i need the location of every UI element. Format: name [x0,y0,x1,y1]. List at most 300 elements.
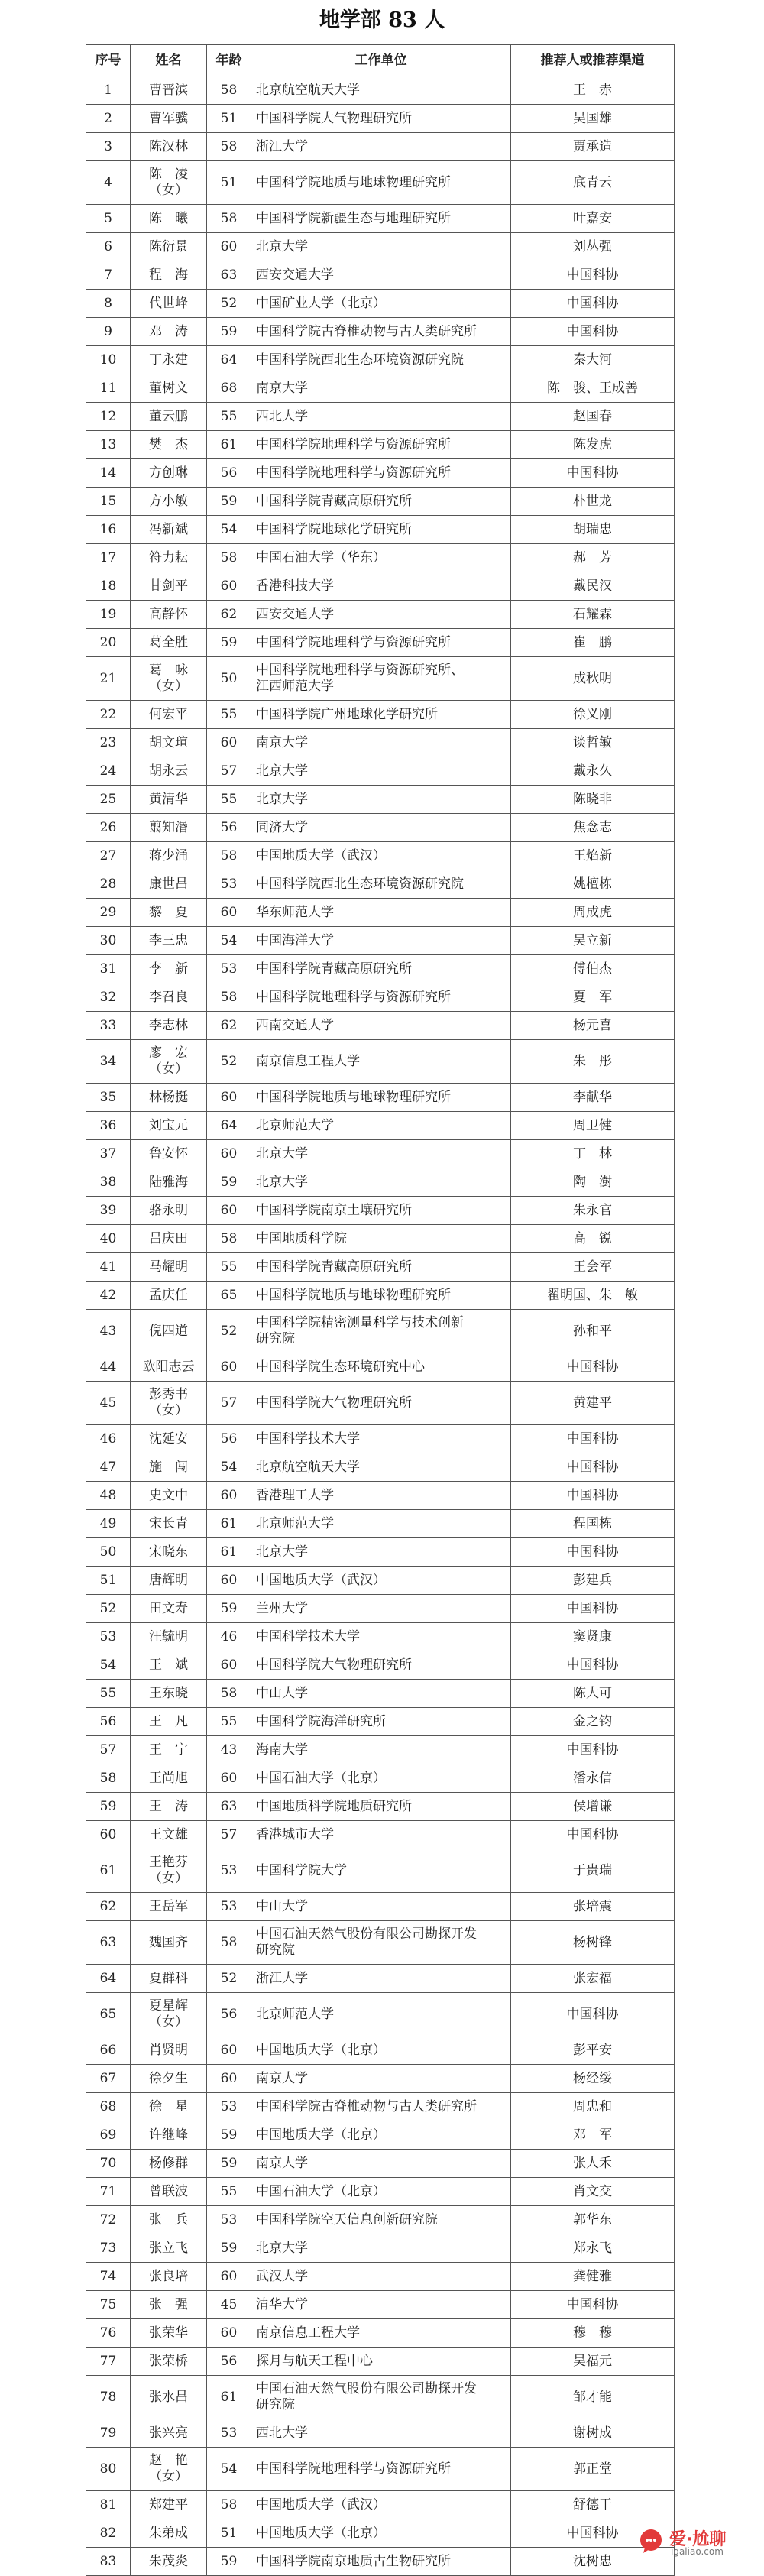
cell-unit: 中国科学院海洋研究所 [251,1708,511,1736]
cell-age: 59 [207,2121,251,2150]
cell-age: 51 [207,161,251,205]
table-row [86,629,675,657]
cell-index: 25 [86,786,131,814]
cell-age: 54 [207,516,251,544]
cell-recommender: 沈树忠 [511,2548,675,2576]
cell-unit: 北京大学 [251,2234,511,2263]
cell-age: 55 [207,1253,251,1282]
cell-name: 张荣桥 [131,2348,207,2376]
cell-unit: 中国地质大学（北京） [251,2519,511,2548]
cell-name: 魏国齐 [131,1921,207,1965]
cell-index: 35 [86,1084,131,1112]
table-row [86,1282,675,1310]
cell-unit: 中国科学院地理科学与资源研究所 [251,459,511,488]
cell-index: 34 [86,1040,131,1084]
cell-index: 52 [86,1595,131,1623]
table-row [86,2348,675,2376]
cell-name: 何宏平 [131,701,207,729]
cell-unit: 浙江大学 [251,133,511,161]
cell-age: 60 [207,1140,251,1168]
cell-index: 75 [86,2291,131,2319]
cell-age: 60 [207,1651,251,1680]
table-row [86,431,675,459]
table-row [86,1567,675,1595]
cell-recommender: 王焰新 [511,842,675,870]
cell-recommender: 中国科协 [511,1736,675,1764]
cell-age: 60 [207,729,251,757]
cell-recommender: 龚健雅 [511,2263,675,2291]
cell-age: 43 [207,1736,251,1764]
cell-age: 58 [207,1680,251,1708]
cell-age: 58 [207,133,251,161]
cell-recommender: 中国科协 [511,1595,675,1623]
cell-recommender: 秦大河 [511,346,675,374]
cell-name: 黎 夏 [131,899,207,927]
cell-recommender: 郑永飞 [511,2234,675,2263]
table-row [86,2150,675,2178]
table-row [86,983,675,1012]
cell-age: 56 [207,1425,251,1453]
cell-recommender: 中国科协 [511,261,675,290]
table-row [86,701,675,729]
cell-name: 张 兵 [131,2206,207,2234]
cell-age: 60 [207,1482,251,1510]
cell-age: 58 [207,983,251,1012]
cell-recommender: 成秋明 [511,657,675,701]
cell-name: 夏星辉 （女） [131,1993,207,2036]
table-row [86,1965,675,1993]
table-row [86,1453,675,1482]
cell-unit: 中国科学院大学 [251,1849,511,1893]
table-row [86,1382,675,1425]
cell-name: 王 宁 [131,1736,207,1764]
cell-name: 王艳芬 （女） [131,1849,207,1893]
cell-unit: 中国科学院地质与地球物理研究所 [251,1282,511,1310]
cell-recommender: 姚檀栋 [511,870,675,899]
watermark-url: igaliao.com [671,2546,724,2557]
cell-unit: 中国地质大学（北京） [251,2121,511,2150]
cell-index: 69 [86,2121,131,2150]
header-index: 序号 [86,45,131,76]
table-row [86,2491,675,2519]
table-row [86,318,675,346]
cell-name: 陆雅海 [131,1168,207,1197]
cell-name: 沈延安 [131,1425,207,1453]
cell-recommender: 中国科协 [511,318,675,346]
cell-name: 方小敏 [131,488,207,516]
cell-recommender: 高 锐 [511,1225,675,1253]
table-row [86,572,675,601]
table-row [86,1253,675,1282]
site-watermark [639,2525,753,2560]
table-header-row [86,45,675,76]
cell-index: 5 [86,205,131,233]
table-row [86,2206,675,2234]
cell-name: 胡永云 [131,757,207,786]
cell-index: 65 [86,1993,131,2036]
cell-recommender: 中国科协 [511,1425,675,1453]
cell-name: 王 斌 [131,1651,207,1680]
cell-unit: 海南大学 [251,1736,511,1764]
cell-unit: 中国科学院西北生态环境资源研究院 [251,870,511,899]
table-row [86,1040,675,1084]
cell-recommender: 底青云 [511,161,675,205]
cell-age: 60 [207,1567,251,1595]
cell-age: 60 [207,1764,251,1793]
cell-unit: 中国科学院地质与地球物理研究所 [251,161,511,205]
table-row [86,2376,675,2419]
cell-age: 61 [207,2376,251,2419]
cell-age: 68 [207,374,251,403]
cell-recommender: 戴永久 [511,757,675,786]
table-body [86,76,675,2576]
cell-recommender: 郭正堂 [511,2448,675,2491]
cell-index: 70 [86,2150,131,2178]
cell-unit: 中国地质大学（北京） [251,2036,511,2065]
cell-recommender: 谢树成 [511,2419,675,2448]
cell-recommender: 中国科协 [511,1821,675,1849]
cell-name: 董树文 [131,374,207,403]
cell-unit: 中国石油大学（北京） [251,2178,511,2206]
cell-name: 汪毓明 [131,1623,207,1651]
cell-name: 丁永建 [131,346,207,374]
cell-index: 49 [86,1510,131,1538]
cell-recommender: 吴国雄 [511,105,675,133]
table-row [86,2419,675,2448]
cell-name: 葛全胜 [131,629,207,657]
cell-recommender: 傅伯杰 [511,955,675,983]
cell-name: 曾联波 [131,2178,207,2206]
cell-index: 79 [86,2419,131,2448]
cell-name: 廖 宏 （女） [131,1040,207,1084]
cell-unit: 中山大学 [251,1893,511,1921]
cell-name: 胡文瑄 [131,729,207,757]
cell-index: 38 [86,1168,131,1197]
table-row [86,729,675,757]
cell-age: 59 [207,2548,251,2576]
cell-name: 张良培 [131,2263,207,2291]
table-row [86,1651,675,1680]
cell-unit: 中国科学院西北生态环境资源研究院 [251,346,511,374]
table-row [86,1764,675,1793]
cell-index: 62 [86,1893,131,1921]
cell-recommender: 侯增谦 [511,1793,675,1821]
cell-age: 56 [207,814,251,842]
cell-unit: 中国科学院南京土壤研究所 [251,1197,511,1225]
table-row [86,2065,675,2093]
cell-unit: 北京航空航天大学 [251,76,511,105]
cell-unit: 西南交通大学 [251,1012,511,1040]
cell-age: 63 [207,261,251,290]
cell-recommender: 周成虎 [511,899,675,927]
cell-index: 36 [86,1112,131,1140]
watermark-text: 爱·尬聊 [669,2530,727,2549]
table-row [86,2319,675,2348]
cell-index: 77 [86,2348,131,2376]
cell-age: 57 [207,1382,251,1425]
cell-age: 58 [207,205,251,233]
cell-index: 53 [86,1623,131,1651]
cell-recommender: 潘永信 [511,1764,675,1793]
cell-unit: 北京大学 [251,1168,511,1197]
cell-unit: 南京大学 [251,729,511,757]
cell-index: 21 [86,657,131,701]
cell-name: 李志林 [131,1012,207,1040]
cell-name: 陈汉林 [131,133,207,161]
cell-name: 曹晋滨 [131,76,207,105]
cell-unit: 南京大学 [251,374,511,403]
table-row [86,544,675,572]
cell-index: 7 [86,261,131,290]
cell-name: 邓 涛 [131,318,207,346]
cell-name: 蒋少涌 [131,842,207,870]
table-row [86,1140,675,1168]
cell-name: 甘剑平 [131,572,207,601]
cell-recommender: 邹才能 [511,2376,675,2419]
cell-index: 78 [86,2376,131,2419]
cell-name: 张 强 [131,2291,207,2319]
cell-recommender: 焦念志 [511,814,675,842]
cell-age: 52 [207,1040,251,1084]
cell-age: 58 [207,1921,251,1965]
table-row [86,1821,675,1849]
cell-index: 1 [86,76,131,105]
cell-recommender: 叶嘉安 [511,205,675,233]
table-row [86,374,675,403]
cell-recommender: 张人禾 [511,2150,675,2178]
cell-age: 60 [207,2263,251,2291]
table-row [86,2093,675,2121]
cell-age: 55 [207,1708,251,1736]
table-row [86,2121,675,2150]
cell-recommender: 中国科协 [511,2519,675,2548]
cell-index: 30 [86,927,131,955]
table-row [86,870,675,899]
table-row [86,1708,675,1736]
cell-index: 47 [86,1453,131,1482]
cell-name: 宋晓东 [131,1538,207,1567]
cell-recommender: 金之钧 [511,1708,675,1736]
cell-recommender: 朱永官 [511,1197,675,1225]
cell-index: 45 [86,1382,131,1425]
cell-unit: 中国科学院生态环境研究中心 [251,1353,511,1382]
cell-recommender: 吴立新 [511,927,675,955]
cell-name: 符力耘 [131,544,207,572]
cell-age: 60 [207,2319,251,2348]
table-row [86,76,675,105]
cell-name: 康世昌 [131,870,207,899]
cell-index: 73 [86,2234,131,2263]
cell-recommender: 中国科协 [511,290,675,318]
table-row [86,2263,675,2291]
cell-unit: 中国矿业大学（北京） [251,290,511,318]
cell-name: 欧阳志云 [131,1353,207,1382]
cell-index: 11 [86,374,131,403]
cell-unit: 中国科学技术大学 [251,1623,511,1651]
cell-name: 代世峰 [131,290,207,318]
cell-unit: 南京信息工程大学 [251,1040,511,1084]
cell-age: 60 [207,1197,251,1225]
table-row [86,899,675,927]
cell-name: 朱茂炎 [131,2548,207,2576]
table-row [86,1310,675,1353]
cell-unit: 北京航空航天大学 [251,1453,511,1482]
cell-index: 61 [86,1849,131,1893]
cell-name: 杨修群 [131,2150,207,2178]
cell-recommender: 夏 军 [511,983,675,1012]
cell-age: 57 [207,757,251,786]
cell-unit: 清华大学 [251,2291,511,2319]
cell-age: 59 [207,318,251,346]
cell-name: 许继峰 [131,2121,207,2150]
cell-recommender: 吴福元 [511,2348,675,2376]
cell-index: 72 [86,2206,131,2234]
cell-name: 翦知湣 [131,814,207,842]
table-row [86,1225,675,1253]
cell-recommender: 穆 穆 [511,2319,675,2348]
table-row [86,955,675,983]
cell-recommender: 孙和平 [511,1310,675,1353]
cell-index: 42 [86,1282,131,1310]
cell-unit: 西安交通大学 [251,261,511,290]
cell-recommender: 杨经绥 [511,2065,675,2093]
cell-index: 8 [86,290,131,318]
cell-recommender: 谈哲敏 [511,729,675,757]
cell-age: 59 [207,488,251,516]
cell-recommender: 杨元喜 [511,1012,675,1040]
cell-index: 26 [86,814,131,842]
cell-recommender: 中国科协 [511,1453,675,1482]
cell-index: 50 [86,1538,131,1567]
cell-index: 59 [86,1793,131,1821]
cell-index: 23 [86,729,131,757]
table-row [86,2291,675,2319]
cell-unit: 中国科学院地理科学与资源研究所 [251,431,511,459]
cell-age: 55 [207,403,251,431]
cell-index: 15 [86,488,131,516]
cell-age: 63 [207,1793,251,1821]
table-row [86,1084,675,1112]
cell-unit: 中国科学院南京地质古生物研究所 [251,2548,511,2576]
cell-unit: 浙江大学 [251,1965,511,1993]
cell-unit: 同济大学 [251,814,511,842]
cell-index: 28 [86,870,131,899]
table-row [86,488,675,516]
cell-name: 吕庆田 [131,1225,207,1253]
cell-age: 58 [207,1225,251,1253]
cell-recommender: 赵国春 [511,403,675,431]
cell-recommender: 杨树锋 [511,1921,675,1965]
cell-unit: 北京大学 [251,786,511,814]
cell-recommender: 胡瑞忠 [511,516,675,544]
cell-age: 55 [207,2178,251,2206]
cell-name: 张荣华 [131,2319,207,2348]
table-row [86,516,675,544]
cell-recommender: 刘丛强 [511,233,675,261]
cell-index: 41 [86,1253,131,1282]
cell-index: 2 [86,105,131,133]
table-row [86,1510,675,1538]
header-unit: 工作单位 [251,45,511,76]
cell-age: 53 [207,2419,251,2448]
cell-name: 鲁安怀 [131,1140,207,1168]
cell-recommender: 张培震 [511,1893,675,1921]
cell-age: 54 [207,927,251,955]
cell-index: 46 [86,1425,131,1453]
table-row [86,814,675,842]
cell-name: 张水昌 [131,2376,207,2419]
cell-unit: 中国科学院地理科学与资源研究所 [251,2448,511,2491]
header-age: 年龄 [207,45,251,76]
cell-index: 51 [86,1567,131,1595]
cell-unit: 北京师范大学 [251,1510,511,1538]
cell-unit: 中国石油天然气股份有限公司勘探开发 研究院 [251,1921,511,1965]
cell-unit: 南京信息工程大学 [251,2319,511,2348]
cell-unit: 北京大学 [251,233,511,261]
cell-age: 51 [207,2519,251,2548]
cell-recommender: 周忠和 [511,2093,675,2121]
cell-unit: 中国石油大学（华东） [251,544,511,572]
chat-bubble-icon [639,2528,666,2555]
cell-index: 13 [86,431,131,459]
cell-age: 59 [207,2150,251,2178]
cell-index: 64 [86,1965,131,1993]
cell-age: 62 [207,601,251,629]
cell-age: 61 [207,431,251,459]
cell-index: 17 [86,544,131,572]
cell-unit: 中国石油大学（北京） [251,1764,511,1793]
table-row [86,927,675,955]
cell-recommender: 彭建兵 [511,1567,675,1595]
cell-age: 59 [207,1168,251,1197]
cell-recommender: 郝 芳 [511,544,675,572]
cell-name: 施 闯 [131,1453,207,1482]
table-row [86,1736,675,1764]
cell-unit: 北京师范大学 [251,1993,511,2036]
cell-recommender: 朱 彤 [511,1040,675,1084]
cell-age: 56 [207,1993,251,2036]
cell-recommender: 陈晓非 [511,786,675,814]
cell-recommender: 郭华东 [511,2206,675,2234]
cell-unit: 中国地质大学（武汉） [251,1567,511,1595]
table-row [86,233,675,261]
cell-name: 张兴亮 [131,2419,207,2448]
cell-recommender: 陈发虎 [511,431,675,459]
cell-age: 58 [207,76,251,105]
cell-name: 肖贤明 [131,2036,207,2065]
cell-age: 60 [207,1353,251,1382]
cell-recommender: 中国科协 [511,1993,675,2036]
table-row [86,1012,675,1040]
cell-unit: 兰州大学 [251,1595,511,1623]
cell-recommender: 邓 军 [511,2121,675,2150]
table-row [86,786,675,814]
cell-index: 43 [86,1310,131,1353]
cell-name: 陈 凌 （女） [131,161,207,205]
cell-unit: 中国科学院地理科学与资源研究所 [251,983,511,1012]
cell-name: 田文寿 [131,1595,207,1623]
cell-index: 81 [86,2491,131,2519]
table-row [86,290,675,318]
cell-recommender: 陈大可 [511,1680,675,1708]
cell-name: 张立飞 [131,2234,207,2263]
cell-name: 孟庆任 [131,1282,207,1310]
cell-recommender: 朴世龙 [511,488,675,516]
cell-recommender: 翟明国、朱 敏 [511,1282,675,1310]
cell-recommender: 王 赤 [511,76,675,105]
cell-age: 53 [207,1893,251,1921]
cell-unit: 香港科技大学 [251,572,511,601]
